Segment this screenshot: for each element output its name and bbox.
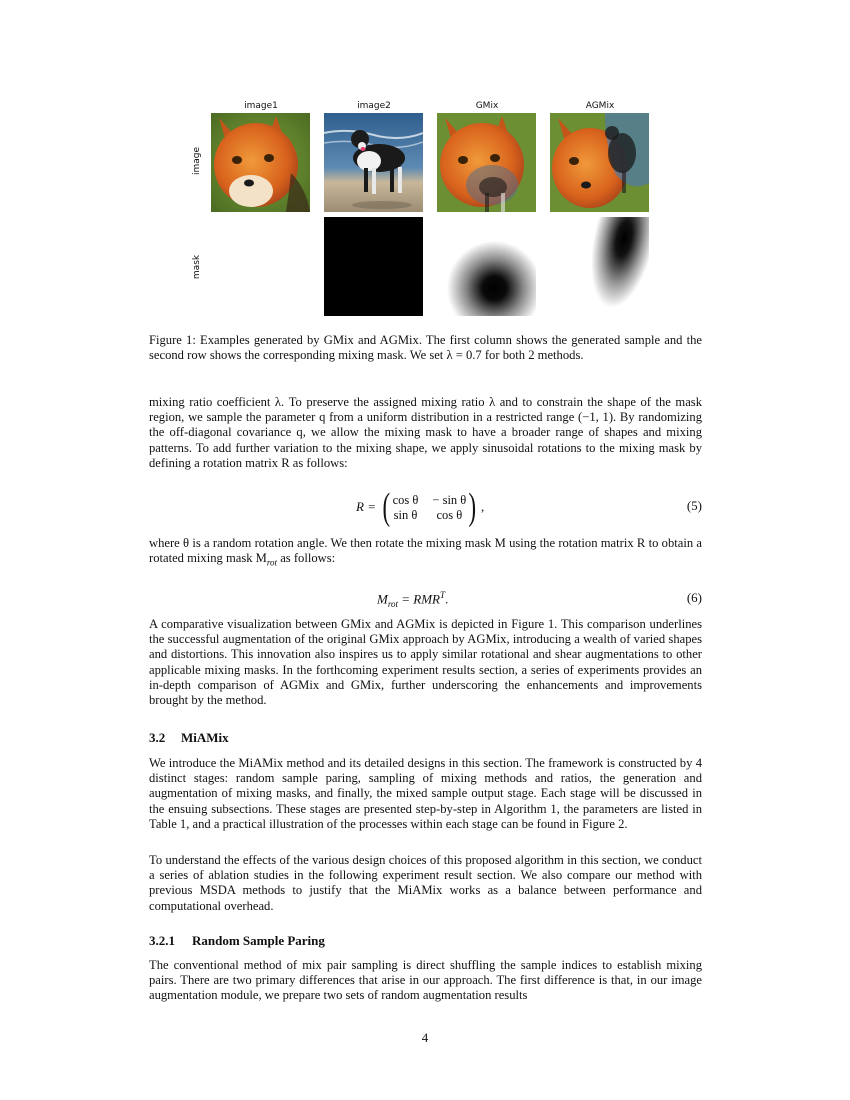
agmix-result-image [550, 113, 649, 212]
column-title-image2: image2 [357, 101, 391, 111]
matrix-cell: cos θ [392, 492, 419, 507]
paragraph-sample-paring [149, 958, 702, 1004]
rotation-matrix: ( cos θ − sin θ sin θ cos θ ) [382, 486, 477, 528]
agmix-mask [550, 217, 649, 316]
column-title-image1: image1 [244, 101, 278, 111]
section-number: 3.2 [149, 730, 166, 745]
paragraph-sample-paring-text: The conventional method of mix pair sampling is direct shuffling the sample indices to establish mixing pairs. There are two primary differences that arise in our approach. The first difference is that, in our image augmentation module, we prepare two sets of random augmentation results [149, 958, 702, 1003]
subsection-number: 3.2.1 [149, 933, 175, 948]
paragraph-ablation-text: To understand the effects of the various design choices of this proposed algorithm in this section, we conduct a series of ablation studies in the following experiment result section. We also compare our method with previous MSDA methods to justify that the MiAMix works as a balance between performance and computational overhead. [149, 853, 702, 913]
section-title: MiAMix [181, 730, 229, 745]
paragraph-comparison-text: A comparative visualization between GMix and AGMix is depicted in Figure 1. This comparison underlines the successful augmentation of the original GMix approach by AGMix, introducing a wealth of varied shapes and distortions. This innovation also inspires us to apply similar rotational and shear augmentations to other applicable mixing masks. In the forthcoming experiment results section, a series of experiments provides an in-depth comparison of AGMix and GMix, further underscoring the enhancements and improvements brought by the method. [149, 617, 702, 708]
equation-6-lhs-sub: rot [387, 598, 399, 609]
column-title-agmix: AGMix [585, 101, 615, 111]
equation-5 [149, 486, 702, 526]
paragraph-mixing-ratio [149, 395, 702, 471]
equation-6-tail: . [445, 591, 449, 607]
figure-caption [149, 333, 702, 363]
subsection-title: Random Sample Paring [192, 933, 325, 948]
equation-5-lhs: R = [356, 499, 376, 514]
fox-image [211, 113, 310, 212]
gmix-mask [437, 217, 536, 316]
matrix-cell: cos θ [436, 507, 463, 522]
equation-6 [149, 590, 702, 608]
row-label-mask: mask [192, 254, 202, 280]
matrix-cell: sin θ [393, 507, 418, 522]
paragraph-miamix-intro-text: We introduce the MiAMix method and its detailed designs in this section. The framework is constructed by 4 distinct stages: random sample paring, sampling of mixing methods and ratios, the generation and augmentation of mixing masks, and finally, the mixed sample output stage. Each stage will be discussed in the ensuing subsections. These stages are presented step-by-step in Algorithm 1, the parameters are listed in Table 1, and a practical illustration of the processes within each stage can be found in Figure 2. [149, 756, 702, 831]
paragraph-comparison [149, 617, 702, 708]
equation-6-lhs: M [377, 591, 388, 607]
paragraph-rotation-sub: rot [266, 557, 278, 568]
figure-1 [0, 0, 850, 330]
page-number: 4 [421, 1030, 429, 1045]
paragraph-rotation [149, 536, 702, 571]
paragraph-ablation [149, 853, 702, 914]
section-heading-3-2 [149, 730, 229, 746]
equation-6-rhs-sup: T [440, 590, 446, 600]
paragraph-miamix-intro [149, 756, 702, 832]
mask-image2 [324, 217, 423, 316]
matrix-cell: − sin θ [432, 492, 467, 507]
equation-5-number: (5) [686, 498, 702, 513]
column-title-gmix: GMix [475, 101, 499, 111]
equation-6-rhs: = RMR [398, 591, 440, 607]
equation-6-number: (6) [686, 590, 702, 605]
subsection-heading-3-2-1 [149, 933, 325, 949]
paragraph-mixing-ratio-text: mixing ratio coefficient λ. To preserve the assigned mixing ratio λ and to constrain the shape of the mask region, we sample the parameter q from a uniform distribution in a restricted range (−1, 1). By randomizing the off-diagonal covariance q, we allow the mixing mask to have a broader range of shapes and mixing patterns. To add further variation to the mixing shape, we apply sinusoidal rotations to the mixing mask by defining a rotation matrix R as follows: [149, 395, 702, 470]
dog-on-beach-image [324, 113, 423, 212]
paragraph-rotation-text: where θ is a random rotation angle. We then rotate the mixing mask M using the rotation matrix R to obtain a rotated mixing mask M [149, 536, 702, 566]
row-label-image: image [192, 146, 202, 176]
equation-5-tail: , [480, 499, 485, 514]
gmix-result-image [437, 113, 536, 212]
paragraph-rotation-tail: as follows: [277, 551, 336, 566]
figure-caption-text: Figure 1: Examples generated by GMix and AGMix. The first column shows the generated sample and the second row shows the corresponding mixing mask. We set λ = 0.7 for both 2 methods. [149, 333, 702, 363]
